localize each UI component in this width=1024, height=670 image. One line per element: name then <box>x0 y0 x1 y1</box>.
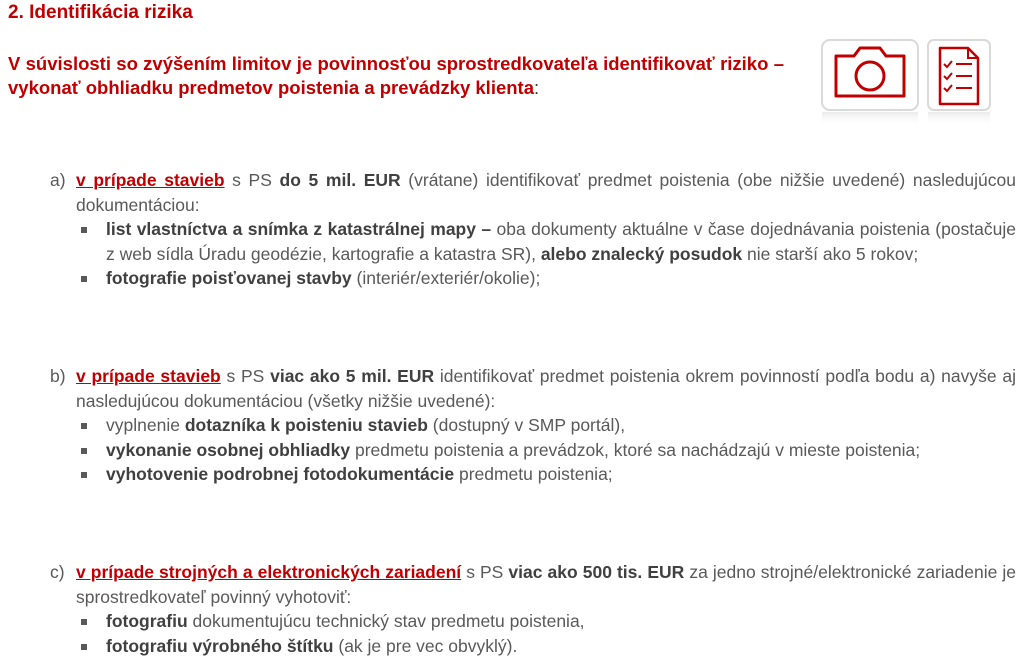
checklist-icon <box>928 40 990 126</box>
bullet-text-2: nie starší ako 5 rokov; <box>742 243 919 264</box>
list-item <box>76 217 1016 266</box>
intro-text: V súvislosti so zvýšením limitov je povinnosťou sprostredkovateľa identifikovať riziko – vykonať obhliadku predmetov poistenia a prevádzky klienta <box>8 53 784 98</box>
section-c-text-1: s PS <box>461 562 509 582</box>
bullet-bold: vyhotovenie podrobnej fotodokumentácie <box>106 464 455 484</box>
bullet-bold: fotografiu výrobného štítku <box>106 635 334 656</box>
section-c-lead <box>50 560 1016 609</box>
section-c-text-2: za jedno strojné/elektronické zariadenie je sprostredkovateľ povinný vyhotoviť: <box>76 562 1016 607</box>
section-a-letter: a) <box>50 170 66 190</box>
section-c-limit: viac ako 500 tis. EUR <box>508 562 685 582</box>
bullet-bold-2: alebo znalecký posudok <box>540 243 743 264</box>
section-b-list <box>50 413 1016 487</box>
section-b-lead <box>50 364 1016 413</box>
section-a-limit: do 5 mil. EUR <box>279 170 401 190</box>
bullet-bold: fotografie poisťovanej stavby <box>106 268 352 288</box>
section-a-highlight: v prípade stavieb <box>76 170 225 190</box>
bullet-text: (ak je pre vec obvyklý). <box>333 635 518 656</box>
section-b <box>50 364 1016 487</box>
section-c <box>50 560 1016 658</box>
bullet-bold: vykonanie osobnej obhliadky <box>106 439 351 460</box>
list-item <box>76 266 1016 291</box>
section-a-list <box>50 217 1016 291</box>
section-a-lead <box>50 168 1016 217</box>
section-c-list <box>50 609 1016 658</box>
bullet-text: predmetu poistenia a prevádzok, ktoré sa nachádzajú v mieste poistenia; <box>350 439 921 460</box>
section-heading: 2. Identifikácia rizika <box>8 2 193 23</box>
bullet-text: oba dokumenty aktuálne v čase dojednávania poistenia (postačuje z web sídla Úradu geodézie, kartografie a katastra SR), <box>106 219 1016 264</box>
section-a-text-2: (vrátane) identifikovať predmet poistenia (obe nižšie uvedené) nasledujúcou dokumentáciou: <box>76 170 1016 215</box>
bullet-text: predmetu poistenia; <box>454 464 613 484</box>
bullet-text: (dostupný v SMP portál), <box>427 415 626 435</box>
section-b-letter: b) <box>50 366 66 386</box>
section-a <box>50 168 1016 291</box>
intro-colon: : <box>534 77 540 98</box>
bullet-text: (interiér/exteriér/okolie); <box>351 268 541 288</box>
list-item <box>76 609 1016 634</box>
camera-icon <box>822 40 918 126</box>
section-b-highlight: v prípade stavieb <box>76 366 221 386</box>
section-c-highlight: v prípade strojných a elektronických zariadení <box>76 562 462 582</box>
section-c-letter: c) <box>50 562 65 582</box>
section-b-text-1: s PS <box>220 366 271 386</box>
list-item <box>76 634 1016 659</box>
bullet-text-0: vyplnenie <box>106 415 185 435</box>
section-b-limit: viac ako 5 mil. EUR <box>270 366 435 386</box>
section-a-text-1: s PS <box>224 170 280 190</box>
bullet-bold: dotazníka k poisteniu stavieb <box>184 415 428 435</box>
bullet-bold: fotografiu <box>106 611 188 631</box>
bullet-text: dokumentujúcu technický stav predmetu poistenia, <box>187 611 585 631</box>
intro-paragraph <box>8 52 784 100</box>
section-b-text-2: identifikovať predmet poistenia okrem povinností podľa bodu a) navyše aj nasledujúcou dokumentáciou (všetky nižšie uvedené): <box>76 366 1016 411</box>
list-item <box>76 462 1016 487</box>
list-item <box>76 413 1016 438</box>
list-item <box>76 438 1016 463</box>
header-icons <box>816 28 996 128</box>
bullet-bold: list vlastníctva a snímka z katastrálnej mapy – <box>106 219 492 239</box>
